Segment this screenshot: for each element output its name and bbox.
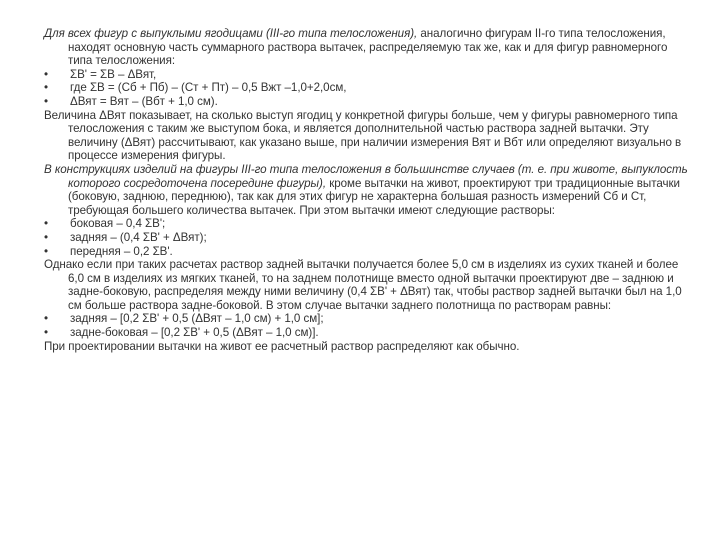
paragraph-large-dart: Однако если при таких расчетах раствор задней вытачки получается более 5,0 см в изделиях из сухих тканей и более 6,0 см в изделиях из мягких тканей, то на заднем полотнище вместо одной вытачки проектируют две – заднюю и задне-боковую, распределяя между ними величину (0,4 ΣВ' + ΔВят) так, чтобы раствор задней вытачки был на 1,0 см больше раствора задне-боковой. В этом случае вытачки заднего полотнища по растворам равны: [44,258,682,312]
bullet-icon: • [44,230,49,244]
bullet-icon: • [44,244,49,258]
dart-side: боковая – 0,4 ΣВ'; [70,217,166,231]
paragraph-belly-dart: При проектировании вытачки на живот ее расчетный раствор распределяют как обычно. [44,339,520,353]
bullet-icon: • [44,312,49,326]
list-item [44,95,692,109]
list-item [44,326,692,340]
bullet-icon: • [44,326,49,340]
list-item [44,68,692,82]
paragraph-intro-text: аналогично фигурам II-го типа телосложения, находят основную часть суммарного раствора вытачек, распределяемую так же, как и для фигур равномерного типа телосложения: [68,27,668,68]
dart-back: задняя – (0,4 ΣВ' + ΔВят); [70,230,207,244]
paragraph-intro-italic: Для всех фигур с выпуклыми ягодицами (III-го типа телосложения), [44,27,418,40]
formula-delta-buttocks: ΔВят = Вят – (Вбт + 1,0 см). [70,94,218,108]
paragraph-type3-text: кроме вытачки на живот, проектируют три традиционные вытачки (боковую, заднюю, переднюю), так как для этих фигур не характерна большая разность измерений Сб и Ст, требующая большего количества вытачек. При этом вытачки имеют следующие растворы: [68,176,680,217]
dart-front: передняя – 0,2 ΣВ'. [70,244,173,258]
bullet-icon: • [44,81,49,95]
document-body [44,27,692,353]
list-item [44,217,692,231]
paragraph-type3-italic: В конструкциях изделий на фигуры III-го типа телосложения в большинстве случаев (т. е. при животе, выпуклость которого сосредоточена посередине фигуры), [44,162,688,190]
list-item [44,245,692,259]
dart-back-side-split: задне-боковая – [0,2 ΣВ' + 0,5 (ΔВят – 1,0 см)]. [70,326,319,340]
bullet-icon: • [44,217,49,231]
formula-sum-darts: ΣВ' = ΣВ – ΔВят, [70,67,157,81]
bullet-icon: • [44,94,49,108]
formula-sum-definition: где ΣВ = (Сб + Пб) – (Ст + Пт) – 0,5 Вжт –1,0+2,0см, [70,81,347,95]
dart-back-split: задняя – [0,2 ΣВ' + 0,5 (ΔВят – 1,0 см) + 1,0 см]; [70,312,324,326]
paragraph-type3-construction [44,163,692,217]
list-item [44,231,692,245]
bullet-icon: • [44,67,49,81]
paragraph-delta-explanation: Величина ΔВят показывает, на сколько выступ ягодиц у конкретной фигуры больше, чем у фигуры равномерного типа телосложения с таким же выступом бока, и является дополнительной частью раствора задней вытачки. Эту величину (ΔВят) рассчитывают, как указано выше, при наличии измерения Вят и Вбт или определяют визуально в процессе измерения фигуры. [44,108,682,163]
list-item [44,81,692,95]
list-item [44,312,692,326]
paragraph-intro [44,27,692,68]
